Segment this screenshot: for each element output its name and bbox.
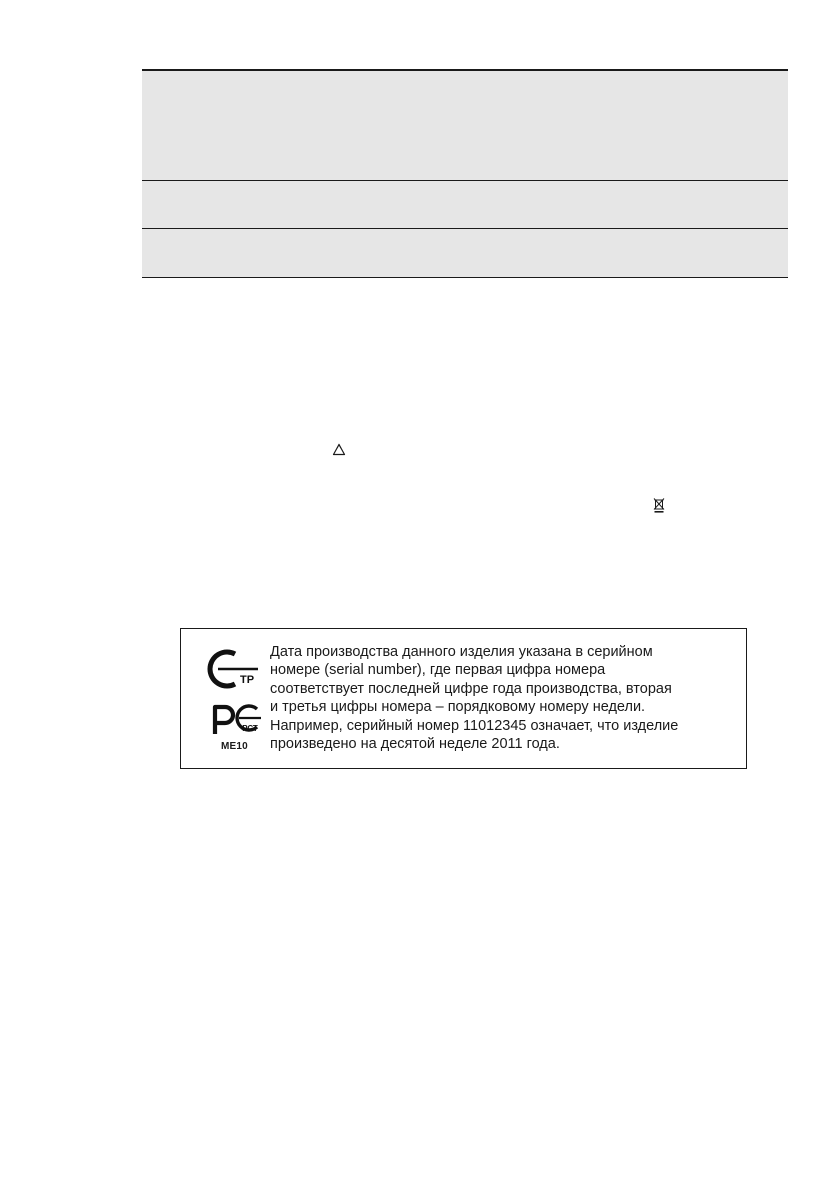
eac-conformity-mark-icon xyxy=(205,647,261,691)
svg-text:РСТ: РСТ xyxy=(242,724,258,733)
note-line: произведено на десятой неделе 2011 года. xyxy=(270,736,560,753)
note-line: соответствует последней цифре года производства, вторая xyxy=(270,680,672,697)
table-row xyxy=(142,180,788,228)
note-line: Дата производства данного изделия указана в серийном xyxy=(270,644,653,660)
certification-box xyxy=(180,628,747,769)
note-line: Например, серийный номер 11012345 означает, что изделие xyxy=(270,717,679,734)
table-row xyxy=(142,71,788,180)
certification-code: ME10 xyxy=(221,741,248,752)
recycle-icon xyxy=(332,443,346,457)
svg-text:ТР: ТР xyxy=(239,674,255,686)
crossed-bin-icon xyxy=(653,497,665,513)
gost-r-mark-icon xyxy=(205,699,263,737)
note-line: и третья цифры номера – порядковому номеру недели. xyxy=(270,699,646,716)
info-table xyxy=(142,69,788,278)
note-line: номере (serial number), где первая цифра номера xyxy=(270,662,606,679)
table-row xyxy=(142,228,788,277)
production-date-note xyxy=(270,643,742,753)
